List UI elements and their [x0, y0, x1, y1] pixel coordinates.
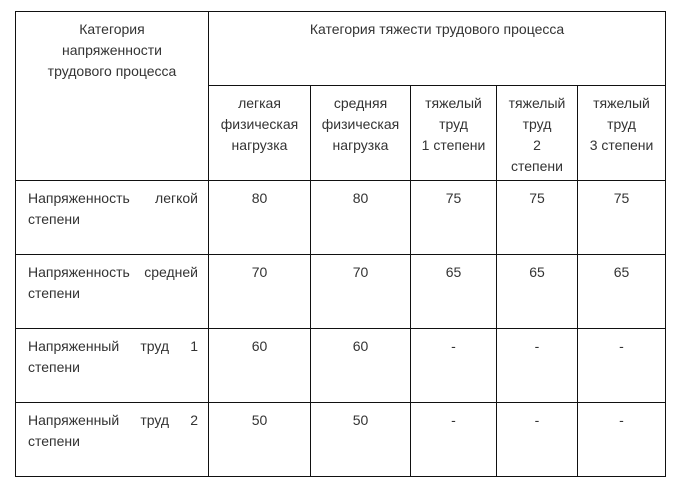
value-cell: 80 [311, 181, 411, 255]
row-label-line: Напряженность легкой [28, 190, 198, 206]
subheader-line: тяжелый [425, 95, 482, 111]
row-label-line: степени [28, 433, 80, 449]
subheader-line: труд [522, 116, 552, 132]
subheader-heavy-1 [411, 86, 497, 181]
table-row [16, 329, 666, 403]
value-cell: 60 [311, 329, 411, 403]
row-label-cell [16, 403, 209, 477]
value-cell: - [411, 403, 497, 477]
value-cell: 70 [209, 255, 311, 329]
value-cell: 80 [209, 181, 311, 255]
value-cell: 50 [209, 403, 311, 477]
table-row [16, 403, 666, 477]
subheader-heavy-3 [578, 86, 666, 181]
value-cell: 60 [209, 329, 311, 403]
value-cell: 70 [311, 255, 411, 329]
header-row-1 [16, 12, 666, 86]
subheader-line: степени [511, 158, 563, 174]
subheader-line: труд [607, 116, 636, 132]
table-row [16, 181, 666, 255]
subheader-light [209, 86, 311, 181]
value-cell: 75 [578, 181, 666, 255]
value-cell: 65 [578, 255, 666, 329]
value-cell: - [497, 329, 578, 403]
subheader-line: нагрузка [231, 137, 288, 153]
subheader-line: средняя [333, 95, 388, 111]
subheader-line: 2 [533, 137, 541, 153]
value-cell: 75 [411, 181, 497, 255]
row-label-cell [16, 329, 209, 403]
value-cell: 75 [497, 181, 578, 255]
row-label-line: Напряженный труд 2 [28, 412, 198, 428]
corner-header-cell [16, 12, 209, 181]
row-label-cell [16, 181, 209, 255]
row-label-cell [16, 255, 209, 329]
subheader-line: легкая [238, 95, 281, 111]
corner-header-line: напряженности [62, 42, 162, 58]
table-row [16, 255, 666, 329]
norms-table [15, 11, 666, 477]
subheader-line: нагрузка [332, 137, 389, 153]
value-cell: 50 [311, 403, 411, 477]
group-header-label: Категория тяжести трудового процесса [309, 21, 565, 37]
value-cell: 65 [411, 255, 497, 329]
corner-header-line: трудового процесса [47, 63, 177, 79]
subheader-line: 3 степени [589, 137, 654, 153]
value-cell: - [578, 329, 666, 403]
row-label-line: степени [28, 359, 80, 375]
subheader-line: физическая [321, 116, 400, 132]
corner-header-line: Категория [79, 21, 145, 37]
row-label-line: степени [28, 285, 80, 301]
subheader-line: тяжелый [508, 95, 566, 111]
subheader-line: труд [439, 116, 468, 132]
subheader-line: физическая [220, 116, 299, 132]
row-label-line: степени [28, 211, 80, 227]
value-cell: - [578, 403, 666, 477]
value-cell: - [497, 403, 578, 477]
subheader-medium [311, 86, 411, 181]
value-cell: - [411, 329, 497, 403]
subheader-line: 1 степени [421, 137, 486, 153]
group-header-cell [209, 12, 666, 86]
subheader-line: тяжелый [593, 95, 650, 111]
value-cell: 65 [497, 255, 578, 329]
row-label-line: Напряженный труд 1 [28, 338, 198, 354]
row-label-line: Напряженность средней [28, 264, 198, 280]
subheader-heavy-2 [497, 86, 578, 181]
